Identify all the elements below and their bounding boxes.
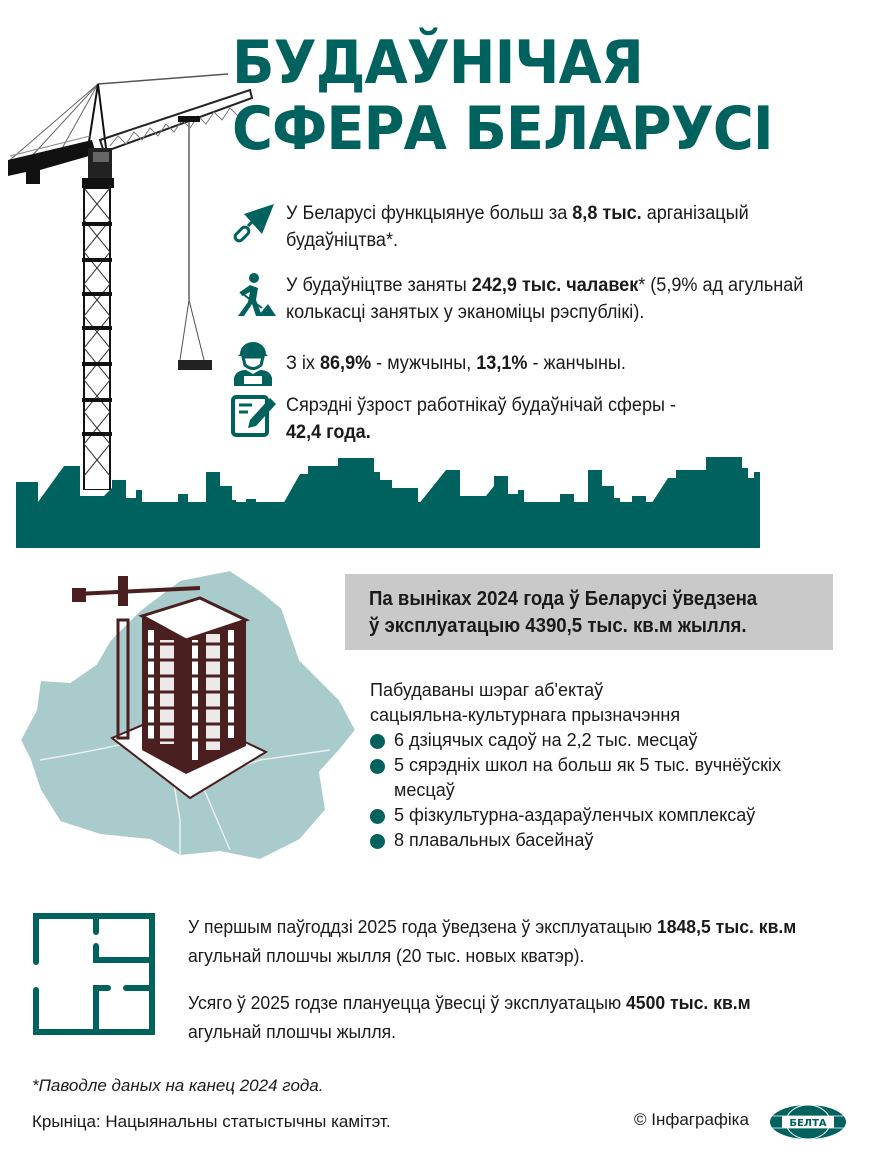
title-line-1: БУДАЎНІЧАЯ [232,28,643,98]
social-objects [370,678,840,853]
fact-gender-split [230,340,850,386]
list-item: 8 плавальных басейнаў [370,828,840,853]
edit-document-icon [230,392,276,438]
bullet-icon [370,734,385,749]
list-item: 5 фізкультурна-аздараўленчых комплексаў [370,803,840,828]
bullet-icon [370,759,385,774]
bullet-icon [370,834,385,849]
fact-text: Сярэдні ўзрост работнікаў будаўнічай сферы - 42,4 года. [286,395,676,443]
housing-2025-plan: Усяго ў 2025 годзе плануецца ўвесці ў эксплуатацыю 4500 тыс. кв.м агульнай плошчы жылля. [188,992,751,1042]
belarus-map-with-building-illustration [0,560,370,880]
housing-2025-half-year: У першым паўгоддзі 2025 года ўведзена ў эксплуатацыю 1848,5 тыс. кв.м агульнай плошчы жылля (20 тыс. новых кватэр). [188,916,797,966]
page-title [232,30,773,162]
infographic-credit: © Інфаграфіка [634,1110,749,1129]
fact-text: У Беларусі функцыянуе больш за 8,8 тыс. арганізацый будаўніцтва*. [286,203,749,251]
belta-logo [768,1104,848,1140]
builder-helmet-icon [230,340,276,386]
worker-shovel-icon [230,272,276,318]
banner-line-2: ў эксплуатацыю 4390,5 тыс. кв.м жылля. [369,615,747,637]
list-item: 6 дзіцячых садоў на 2,2 тыс. месцаў [370,728,840,753]
title-line-2: СФЕРА БЕЛАРУСІ [232,94,773,164]
floor-plan-icon [32,912,156,1036]
fact-average-age [230,392,850,446]
banner-line-1: Па выніках 2024 года ў Беларусі ўведзена [369,588,758,610]
bullet-icon [370,809,385,824]
svg-text:БЕЛТА: БЕЛТА [789,1118,827,1129]
footnote: *Паводле даных на канец 2024 года. [32,1076,324,1095]
fact-organizations [230,200,850,254]
city-skyline-illustration [0,440,870,550]
objects-list [370,728,840,853]
trowel-icon [230,200,276,246]
objects-intro-line-1: Пабудаваны шэраг аб'ектаў [370,680,604,700]
fact-text: З іх 86,9% - мужчыны, 13,1% - жанчыны. [286,353,626,374]
fact-text: У будаўніцтве заняты 242,9 тыс. чалавек* (5,9% ад агульнай колькасці занятых у эканоміцы рэспублікі). [286,275,804,323]
housing-2024-banner [345,574,833,650]
list-item: 5 сярэдніх школ на больш як 5 тыс. вучнёўскіх месцаў [370,753,840,803]
objects-intro-line-2: сацыяльна-культурнага прызначэння [370,705,681,725]
source-text: Крыніца: Нацыянальны статыстычны камітэт. [32,1112,391,1131]
fact-employees [230,272,850,326]
